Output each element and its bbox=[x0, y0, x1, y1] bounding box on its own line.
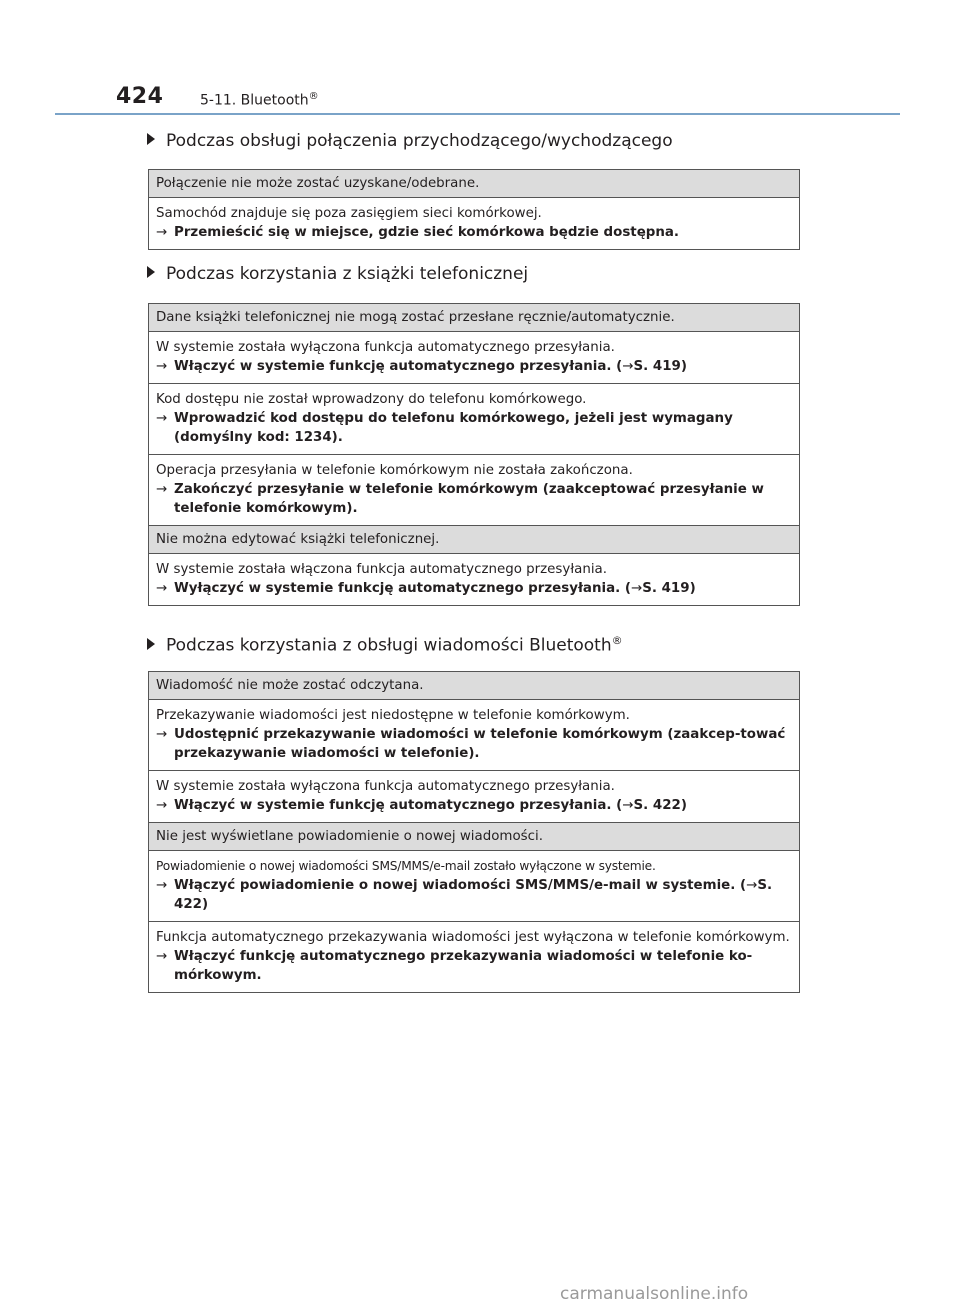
triangle-bullet-icon bbox=[147, 638, 155, 650]
cause-text: Funkcja automatycznego przekazywania wiadomości jest wyłączona w telefonie komórkowym. bbox=[156, 930, 790, 945]
cause-text: Kod dostępu nie został wprowadzony do telefonu komórkowego. bbox=[156, 392, 587, 407]
table-row bbox=[149, 455, 800, 526]
chapter-title-text: 5-11. Bluetooth bbox=[200, 92, 309, 109]
section-heading-messages bbox=[147, 634, 623, 656]
cause-text: Przekazywanie wiadomości jest niedostępne w telefonie komórkowym. bbox=[156, 708, 630, 723]
arrow-icon: → bbox=[156, 225, 168, 240]
arrow-icon: → bbox=[156, 878, 168, 893]
header-rule bbox=[55, 113, 900, 115]
troubleshooting-table-messages bbox=[148, 671, 800, 993]
page-reference: S. 422) bbox=[633, 798, 687, 813]
arrow-icon: → bbox=[156, 949, 168, 964]
solution-cell bbox=[149, 332, 800, 384]
reference-arrow-icon: → bbox=[622, 798, 634, 813]
table-row bbox=[149, 700, 800, 771]
solution-cell bbox=[149, 771, 800, 823]
fix-text bbox=[156, 480, 792, 518]
fix-body: Włączyć w systemie funkcję automatycznego przesyłania. ( bbox=[174, 359, 623, 374]
registered-mark: ® bbox=[308, 91, 319, 102]
arrow-icon: → bbox=[156, 482, 168, 497]
solution-cell bbox=[149, 198, 800, 250]
page-number: 424 bbox=[116, 84, 164, 109]
watermark: carmanualsonline.info bbox=[560, 1284, 749, 1304]
reference-arrow-icon: → bbox=[630, 581, 643, 596]
table-row bbox=[149, 851, 800, 922]
symptom-cell: Nie jest wyświetlane powiadomienie o nowej wiadomości. bbox=[149, 823, 800, 851]
cause-text: Operacja przesyłania w telefonie komórkowym nie została zakończona. bbox=[156, 463, 633, 478]
fix-body: Włączyć w systemie funkcję automatycznego przesyłania. ( bbox=[174, 798, 623, 813]
arrow-icon: → bbox=[156, 581, 168, 596]
section-heading-text: Podczas obsługi połączenia przychodzącego/wychodzącego bbox=[166, 131, 673, 151]
fix-text bbox=[156, 409, 792, 447]
solution-cell bbox=[149, 700, 800, 771]
symptom-cell: Połączenie nie może zostać uzyskane/odebrane. bbox=[149, 170, 800, 198]
fix-text bbox=[156, 223, 792, 242]
table-row bbox=[149, 384, 800, 455]
section-heading-text: Podczas korzystania z książki telefonicznej bbox=[166, 264, 529, 284]
section-heading-text: Podczas korzystania z obsługi wiadomości Bluetooth bbox=[166, 635, 612, 656]
cause-text: Powiadomienie o nowej wiadomości SMS/MMS/e-mail zostało wyłączone w systemie. bbox=[156, 859, 656, 873]
troubleshooting-table-calls bbox=[148, 169, 800, 250]
table-row bbox=[149, 672, 800, 700]
cause-text: W systemie została wyłączona funkcja automatycznego przesyłania. bbox=[156, 779, 615, 794]
fix-body: Włączyć powiadomienie o nowej wiadomości SMS/MMS/e-mail w systemie. ( bbox=[174, 878, 747, 893]
cause-text: Samochód znajduje się poza zasięgiem sieci komórkowej. bbox=[156, 206, 542, 221]
fix-body: Wyłączyć w systemie funkcję automatycznego przesyłania. ( bbox=[174, 581, 631, 596]
symptom-cell: Dane książki telefonicznej nie mogą zostać przesłane ręcznie/automatycznie. bbox=[149, 304, 800, 332]
fix-text bbox=[156, 796, 792, 815]
page-reference: S. 422) bbox=[174, 878, 773, 912]
triangle-bullet-icon bbox=[147, 266, 155, 278]
table-row bbox=[149, 771, 800, 823]
table-row bbox=[149, 823, 800, 851]
table-row bbox=[149, 554, 800, 606]
fix-body: Wprowadzić kod dostępu do telefonu komórkowego, jeżeli jest wymagany (domyślny kod: 1234). bbox=[174, 411, 733, 445]
cause-text: W systemie została włączona funkcja automatycznego przesyłania. bbox=[156, 562, 608, 577]
solution-cell bbox=[149, 384, 800, 455]
fix-body: Przemieścić się w miejsce, gdzie sieć komórkowa będzie dostępna. bbox=[174, 225, 680, 240]
page-reference: S. 419) bbox=[633, 359, 687, 374]
reference-arrow-icon: → bbox=[746, 878, 758, 893]
table-row bbox=[149, 526, 800, 554]
symptom-cell: Wiadomość nie może zostać odczytana. bbox=[149, 672, 800, 700]
chapter-title bbox=[200, 91, 319, 109]
solution-cell bbox=[149, 851, 800, 922]
table-row bbox=[149, 170, 800, 198]
table-row bbox=[149, 198, 800, 250]
table-row bbox=[149, 332, 800, 384]
solution-cell bbox=[149, 922, 800, 993]
triangle-bullet-icon bbox=[147, 133, 155, 145]
troubleshooting-table-phonebook bbox=[148, 303, 800, 606]
symptom-cell: Nie można edytować książki telefonicznej. bbox=[149, 526, 800, 554]
registered-mark: ® bbox=[611, 634, 623, 647]
fix-text bbox=[156, 579, 792, 598]
arrow-icon: → bbox=[156, 411, 168, 426]
solution-cell bbox=[149, 455, 800, 526]
fix-body: Włączyć funkcję automatycznego przekazywania wiadomości w telefonie ko-mórkowym. bbox=[174, 949, 753, 983]
fix-text bbox=[156, 947, 792, 985]
fix-text bbox=[156, 725, 792, 763]
solution-cell bbox=[149, 554, 800, 606]
arrow-icon: → bbox=[156, 727, 168, 742]
fix-text bbox=[156, 876, 792, 914]
section-heading-phonebook bbox=[147, 264, 528, 284]
fix-body: Udostępnić przekazywanie wiadomości w telefonie komórkowym (zaakcep-tować przekazywanie wiadomości w telefonie). bbox=[174, 727, 786, 761]
table-row bbox=[149, 304, 800, 332]
reference-arrow-icon: → bbox=[622, 359, 634, 374]
page-reference: S. 419) bbox=[642, 581, 696, 596]
arrow-icon: → bbox=[156, 359, 168, 374]
arrow-icon: → bbox=[156, 798, 168, 813]
page-header bbox=[0, 0, 960, 118]
fix-text bbox=[156, 357, 792, 376]
cause-text: W systemie została wyłączona funkcja automatycznego przesyłania. bbox=[156, 340, 615, 355]
fix-body: Zakończyć przesyłanie w telefonie komórkowym (zaakceptować przesyłanie w telefonie komórkowym). bbox=[174, 482, 764, 516]
table-row bbox=[149, 922, 800, 993]
section-heading-calls bbox=[147, 131, 673, 151]
